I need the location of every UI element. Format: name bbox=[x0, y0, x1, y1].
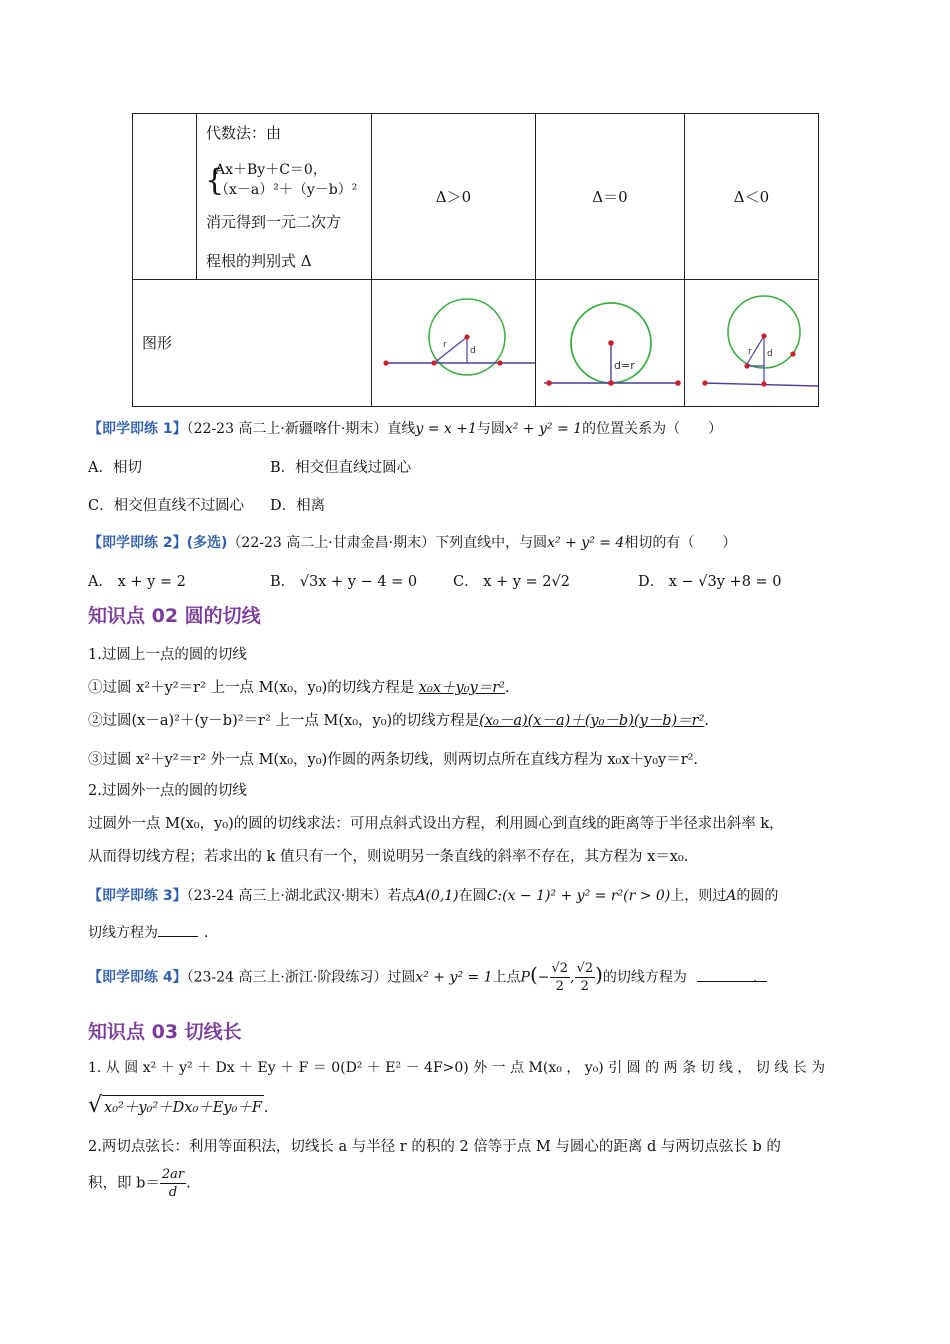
table-cell-algebra bbox=[196, 113, 372, 280]
exercise-1-option-b: B．相交但直线过圆心 bbox=[270, 460, 412, 476]
table-cell-figure-tangent bbox=[535, 279, 685, 407]
comma: , bbox=[570, 969, 575, 986]
sqrt-icon: √ bbox=[88, 1093, 103, 1118]
figure-label: 图形 bbox=[142, 334, 173, 352]
table-cell-figure-separate bbox=[684, 279, 819, 407]
table-cell-figure-label bbox=[132, 279, 372, 407]
fraction-numerator: √2 bbox=[551, 961, 569, 976]
kp2-line-3-end: . bbox=[704, 713, 709, 729]
exercise-4-source: （23-24 高三上·浙江·阶段练习） bbox=[186, 969, 388, 986]
exercise-1-option-a: A．相切 bbox=[88, 460, 142, 476]
point-icon bbox=[761, 381, 766, 386]
exercise-1-tag: 【即学即练 1】 bbox=[88, 421, 187, 437]
answer-blank[interactable] bbox=[158, 922, 198, 937]
distance-label: d bbox=[470, 346, 476, 356]
exercise-2-text: 相切的有（ ） bbox=[624, 535, 737, 551]
exercise-3-text: 若点 bbox=[387, 888, 416, 904]
point-icon bbox=[431, 360, 436, 365]
fraction-denominator: 2 bbox=[580, 979, 589, 994]
eliminate-text-2: 程根的判别式 Δ bbox=[206, 252, 312, 270]
exercise-2-tag: 【即学即练 2】 bbox=[88, 535, 187, 551]
eliminate-text-1: 消元得到一元二次方 bbox=[206, 213, 342, 231]
kp2-line-3-answer: (x₀－a)(x－a)＋(y₀－b)(y－b)＝r² bbox=[479, 713, 705, 729]
point-icon bbox=[744, 363, 749, 368]
exercise-2-question bbox=[88, 532, 736, 552]
fraction-numerator: 2ar bbox=[161, 1167, 185, 1182]
kp2-line-3 bbox=[88, 709, 709, 730]
exercise-3-end: ． bbox=[204, 925, 218, 941]
point-icon bbox=[546, 380, 552, 386]
exercise-1-option-d: D．相离 bbox=[270, 498, 326, 514]
d-eq-r-label: d=r bbox=[614, 359, 635, 372]
exercise-3-source: （23-24 高三上·湖北武汉·期末） bbox=[186, 888, 388, 904]
separate-line bbox=[703, 383, 818, 386]
exercise-1-option-c: C．相交但直线不过圆心 bbox=[88, 498, 245, 514]
kp3-line-2-end: . bbox=[263, 1100, 269, 1116]
fraction bbox=[550, 962, 571, 993]
exercise-2-text: 下列直线中，与圆 bbox=[435, 535, 548, 551]
exercise-4-math: x² + y² = 1 bbox=[415, 969, 493, 986]
kp2-line-2 bbox=[88, 676, 510, 697]
exercise-4-end: . bbox=[752, 969, 758, 986]
exercise-3-question-line-2 bbox=[88, 922, 218, 942]
exercise-4-tag: 【即学即练 4】 bbox=[88, 969, 187, 986]
exercise-4-text: 上点 bbox=[492, 969, 521, 986]
point-icon bbox=[383, 360, 388, 365]
radius-label: r bbox=[443, 340, 447, 350]
exercise-3-math: A bbox=[726, 888, 737, 904]
distance-label: d bbox=[767, 349, 773, 359]
kp2-line-1: 1.过圆上一点的圆的切线 bbox=[88, 647, 247, 663]
delta-gt-zero: Δ＞0 bbox=[435, 188, 472, 206]
fraction-denominator: 2 bbox=[555, 979, 564, 994]
kp2-line-2-answer: x₀x＋y₀y＝r² bbox=[418, 680, 505, 696]
exercise-1-source: （22-23 高二上·新疆喀什·期末） bbox=[186, 421, 388, 437]
kp2-line-2-text: ①过圆 x²＋y²＝r² 上一点 M(x₀，y₀)的切线方程是 bbox=[88, 680, 419, 696]
exercise-1-math: y = x +1 bbox=[415, 421, 477, 437]
point-icon bbox=[675, 380, 681, 386]
intersect-figure bbox=[372, 280, 535, 406]
kp3-line-4-text: 积，即 b＝ bbox=[88, 1175, 160, 1192]
separate-figure bbox=[685, 280, 818, 406]
exercise-3-tag: 【即学即练 3】 bbox=[88, 888, 187, 904]
exercise-3-math: C:(x − 1)² + y² = r²(r > 0) bbox=[486, 888, 671, 904]
exercise-2-source: （22-23 高二上·甘肃金昌·期末） bbox=[227, 535, 436, 551]
fraction-denominator: d bbox=[168, 1185, 178, 1200]
exercise-1-text: 与圆 bbox=[476, 421, 505, 437]
algebra-label: 代数法：由 bbox=[206, 124, 282, 142]
minus-sign: − bbox=[537, 969, 550, 986]
exercise-3-text: 切线方程为 bbox=[88, 925, 158, 941]
knowledge-point-03-title: 知识点 03 切线长 bbox=[88, 1021, 242, 1043]
exercise-1-text: 的位置关系为（ ） bbox=[582, 421, 723, 437]
fraction bbox=[575, 962, 596, 993]
point-icon bbox=[608, 380, 614, 386]
point-icon bbox=[464, 334, 469, 339]
exercise-1-math: x² + y² = 1 bbox=[504, 421, 583, 437]
point-icon bbox=[702, 380, 707, 385]
point-icon bbox=[790, 351, 795, 356]
point-icon bbox=[497, 360, 502, 365]
exercise-3-text: 在圆 bbox=[458, 888, 487, 904]
kp2-line-2-end: . bbox=[504, 680, 510, 696]
kp3-line-3: 2.两切点弦长：利用等面积法，切线长 a 与半径 r 的积的 2 倍等于点 M 与圆心的距离 d 与两切点弦长 b 的 bbox=[88, 1139, 781, 1155]
table-cell-delta-eq bbox=[535, 113, 685, 280]
kp2-line-4: ③过圆 x²＋y²＝r² 外一点 M(x₀，y₀)作圆的两条切线，则两切点所在直线方程为 x₀x＋y₀y＝r². bbox=[88, 752, 699, 768]
exercise-3-text: 上，则过 bbox=[670, 888, 727, 904]
intersect-radius bbox=[434, 337, 467, 363]
exercise-3-question bbox=[88, 885, 778, 905]
kp2-line-5: 2.过圆外一点的圆的切线 bbox=[88, 783, 247, 799]
system-eq-1: Ax＋By＋C＝0， bbox=[215, 162, 327, 178]
table-cell-empty bbox=[132, 113, 197, 280]
exercise-2-multi: (多选) bbox=[186, 535, 228, 551]
kp3-line-4-end: . bbox=[186, 1175, 191, 1192]
exercise-2-option-c: C． x + y = 2√2 bbox=[453, 574, 570, 590]
exercise-4-text: 过圆 bbox=[387, 969, 416, 986]
exercise-4-question bbox=[88, 962, 757, 993]
tangent-figure bbox=[536, 280, 684, 406]
paren-close: ) bbox=[595, 962, 603, 987]
delta-lt-zero: Δ＜0 bbox=[733, 188, 770, 206]
fraction bbox=[160, 1168, 186, 1199]
kp3-line-2 bbox=[88, 1093, 269, 1118]
paren-open: ( bbox=[529, 962, 538, 987]
kp2-line-6: 过圆外一点 M(x₀，y₀)的圆的切线求法：可用点斜式设出方程，利用圆心到直线的距离等于半径求出斜率 k， bbox=[88, 816, 784, 832]
exercise-2-math: x² + y² = 4 bbox=[547, 535, 625, 551]
system-eq-2: （x－a）²＋（y－b）² bbox=[215, 182, 358, 198]
kp3-line-1: 1. 从 圆 x² ＋ y² ＋ Dx ＋ Ey ＋ F ＝ 0(D² ＋ E² － 4F>0) 外 一 点 M(x₀ ， y₀) 引 圆 的 两 条 切 线 ， 切 线 长 为 bbox=[88, 1060, 826, 1076]
exercise-4-text: 的切线方程为 bbox=[602, 969, 687, 986]
table-cell-figure-intersect bbox=[371, 279, 536, 407]
circle-line-position-table bbox=[132, 113, 819, 407]
table-cell-delta-lt bbox=[684, 113, 819, 280]
exercise-2-option-a: A． x + y = 2 bbox=[88, 574, 186, 590]
exercise-3-math: A(0,1) bbox=[415, 888, 459, 904]
point-icon bbox=[761, 333, 766, 338]
knowledge-point-02-title: 知识点 02 圆的切线 bbox=[88, 605, 261, 627]
radius-label: r bbox=[748, 347, 752, 357]
brace: { bbox=[205, 163, 225, 198]
exercise-1-question bbox=[88, 418, 722, 438]
sqrt-radicand: x₀²＋y₀²＋Dx₀＋Ey₀＋F bbox=[102, 1095, 264, 1117]
kp2-line-7: 从而得切线方程；若求出的 k 值只有一个，则说明另一条直线的斜率不存在，其方程为 x＝x₀. bbox=[88, 849, 689, 865]
kp2-line-3-text: ②过圆(x－a)²＋(y－b)²＝r² 上一点 M(x₀，y₀)的切线方程是 bbox=[88, 713, 480, 729]
exercise-3-text: 的圆的 bbox=[736, 888, 779, 904]
fraction-numerator: √2 bbox=[576, 961, 594, 976]
table-cell-delta-gt bbox=[371, 113, 536, 280]
point-icon bbox=[608, 340, 614, 346]
delta-eq-zero: Δ＝0 bbox=[592, 188, 628, 206]
exercise-1-text: 直线 bbox=[387, 421, 416, 437]
exercise-2-option-d: D． x − √3y +8 = 0 bbox=[638, 574, 782, 590]
exercise-4-point: P bbox=[520, 969, 530, 986]
exercise-2-option-b: B． √3x + y − 4 = 0 bbox=[270, 574, 418, 590]
kp3-line-4 bbox=[88, 1168, 191, 1199]
